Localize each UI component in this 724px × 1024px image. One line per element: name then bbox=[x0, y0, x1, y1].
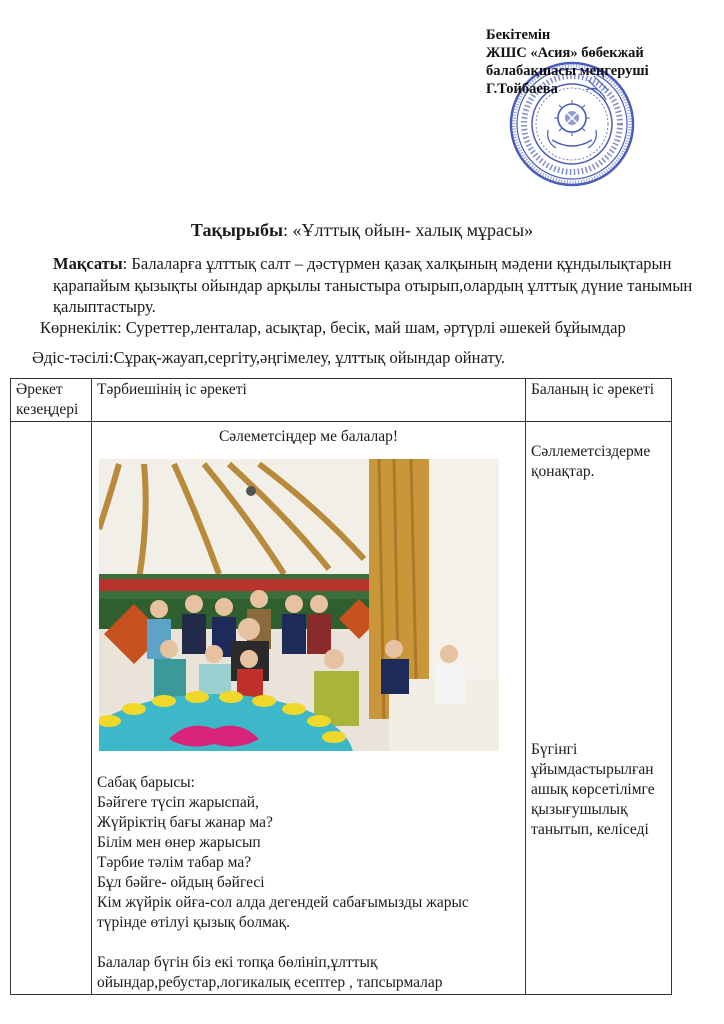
lesson-line: Тәрбие тәлім табар ма? bbox=[97, 854, 252, 871]
table-header-row bbox=[11, 379, 672, 422]
class-photo-image bbox=[99, 459, 499, 751]
child-response-agree: Бүгінгі ұйымдастырылған ашық көрсетілімге қызығушылық танытып, келіседі bbox=[531, 741, 655, 838]
visual-aids-line: Көрнекілік: Суреттер,лентaлар, асықтар, бесік, май шам, әртүрлі әшекей бұйымдар bbox=[40, 318, 626, 337]
approval-line: балабақшасы меңгеруші bbox=[486, 63, 649, 79]
goal-text: : Балаларға ұлттық салт – дәстүрмен қазақ халқының мәдени құндылықтарын қарапайым қызықты ойындар арқылы таныстыра отырып,олардың ұлттық дүние танымын қалыптастыру. bbox=[53, 254, 693, 316]
approval-block bbox=[486, 26, 649, 98]
lesson-line: Білім мен өнер жарысып bbox=[97, 834, 261, 851]
lesson-line: Жүйріктің бағы жанар ма? bbox=[97, 814, 273, 831]
lesson-line: түрінде өтілуі қызық болмақ. bbox=[97, 914, 291, 931]
continuation-line: Балалар бүгін біз екі топқа бөлініп,ұлттық bbox=[97, 954, 378, 971]
header-stages: Әрекет кезеңдері bbox=[11, 379, 92, 422]
header-child-activity: Баланың іс әрекеті bbox=[526, 379, 672, 422]
methods-line: Әдіс-тәсілі:Сұрақ-жауап,сергіту,әңгімелеу, ұлттық ойындар ойнату. bbox=[32, 348, 506, 367]
lesson-line: Сабақ барысы: bbox=[97, 774, 195, 791]
teacher-activity-cell bbox=[92, 422, 526, 995]
title-text: : «Ұлттық ойын- халық мұрасы» bbox=[283, 220, 534, 240]
stage-cell bbox=[11, 422, 92, 995]
lesson-line: Кім жүйрік ойға-сол алда дегендей сабағымызды жарыс bbox=[97, 894, 469, 911]
lesson-line: Бәйгеге түсіп жарыспай, bbox=[97, 794, 259, 811]
goal-label: Мақсаты bbox=[53, 254, 123, 273]
title-label: Тақырыбы bbox=[190, 220, 283, 240]
table-row bbox=[11, 422, 672, 995]
approval-line: Бекітемін bbox=[486, 27, 551, 43]
approval-line: Г.Тойбаева bbox=[486, 81, 558, 97]
continuation-line: ойындар,ребустар,логикалық есептер , тапсырмалар bbox=[97, 974, 443, 991]
child-response-greeting: Сәллеметсіздерме қонақтар. bbox=[531, 443, 651, 480]
header-teacher-activity: Тәрбиешінің іс әрекеті bbox=[92, 379, 526, 422]
greeting-text: Сәлеметсіңдер ме балалар! bbox=[218, 428, 399, 445]
lesson-poem bbox=[97, 773, 520, 993]
document-title bbox=[0, 220, 724, 241]
child-activity-cell bbox=[526, 422, 672, 995]
goal-paragraph bbox=[53, 253, 693, 318]
approval-line: ЖШС «Асия» бөбекжай bbox=[486, 45, 644, 61]
lesson-plan-table bbox=[10, 378, 672, 995]
lesson-line: Бұл бәйге- ойдың бәйгесі bbox=[97, 874, 265, 891]
